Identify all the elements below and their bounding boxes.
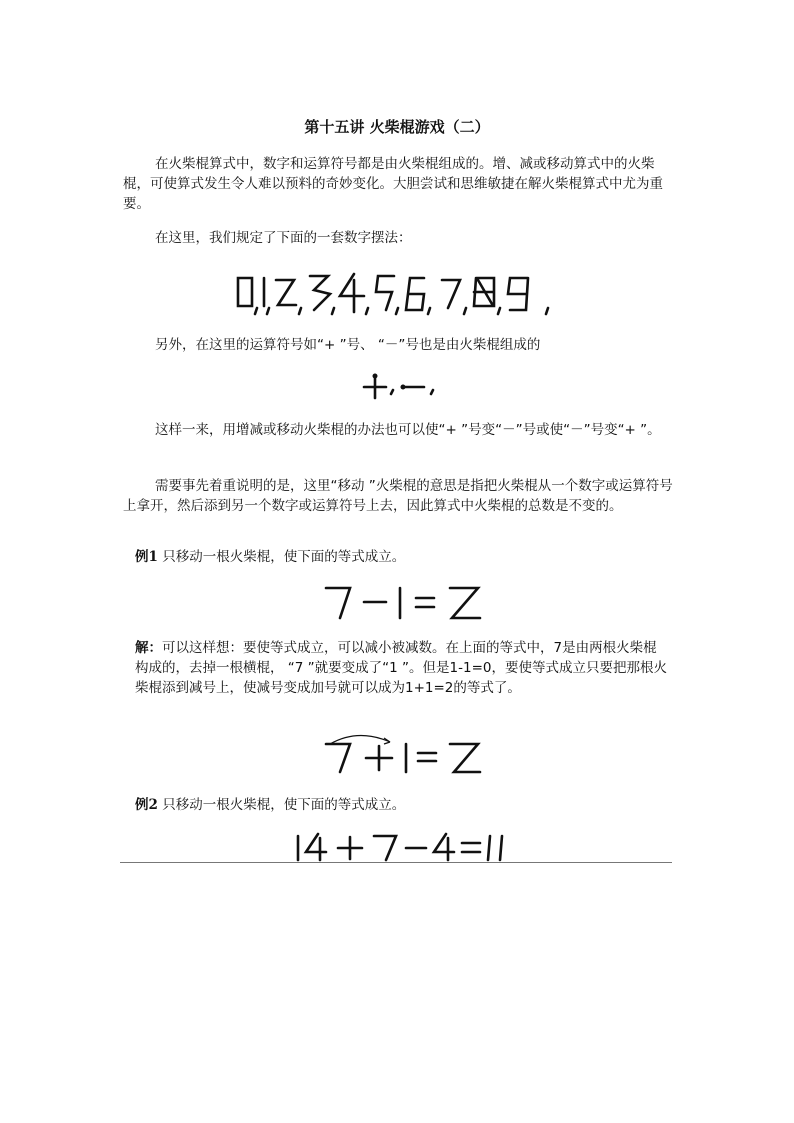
equals-sign bbox=[462, 843, 480, 852]
solution-1-text: 可以这样想：要使等式成立，可以减小被减数。在上面的等式中，7是由两根火柴棍构成的，去掉一根横棍， “7 ”就要变成了“1 ”。但是1-1=0，要使等式成立只要把那根火柴棍添到减号上，使减号变成加号就可以成为1+1=2的等式了。 bbox=[135, 640, 667, 696]
equation-2-figure bbox=[290, 830, 520, 864]
comma-mark bbox=[366, 308, 368, 314]
plus-sign bbox=[366, 746, 392, 770]
digit-5 bbox=[376, 276, 394, 310]
example-1-label: 例1 bbox=[135, 549, 158, 565]
move-note-text: 需要事先着重说明的是，这里“移动 ”火柴棍的意思是指把火柴棍从一个数字或运算符号上拿开，然后添到另一个数字或运算符号上去，因此算式中火柴棍的总数是不变的。 bbox=[123, 478, 673, 514]
digit-1 bbox=[500, 836, 502, 860]
page-divider bbox=[120, 862, 672, 863]
digits-intro-paragraph bbox=[123, 228, 673, 248]
digit-9 bbox=[508, 278, 528, 310]
operators-intro-text: 另外，在这里的运算符号如“+ ”号、 “－”号也是由火柴棍组成的 bbox=[155, 337, 541, 353]
comma-mark bbox=[428, 308, 430, 314]
move-note-paragraph bbox=[123, 476, 673, 516]
example-1-text: 只移动一根火柴棍，使下面的等式成立。 bbox=[162, 549, 406, 565]
comma-mark bbox=[267, 308, 269, 314]
digit-3 bbox=[310, 276, 330, 310]
comma-mark bbox=[431, 390, 433, 394]
digit-7 bbox=[326, 588, 350, 618]
comma-mark bbox=[464, 308, 466, 314]
convert-paragraph bbox=[123, 420, 673, 440]
minus-sign bbox=[401, 385, 425, 390]
example-2 bbox=[135, 795, 405, 815]
digit-1 bbox=[488, 836, 490, 860]
digit-2 bbox=[450, 588, 480, 618]
plus-sign bbox=[338, 837, 362, 859]
digit-7 bbox=[326, 744, 350, 772]
comma-mark bbox=[255, 308, 257, 314]
equation-1-figure bbox=[318, 580, 488, 624]
digit-6 bbox=[406, 278, 424, 310]
digit-8 bbox=[474, 278, 494, 306]
intro-paragraph bbox=[123, 154, 673, 214]
comma-mark bbox=[332, 308, 334, 314]
page-title: 第十五讲 火柴棍游戏（二） bbox=[304, 118, 490, 136]
example-2-label: 例2 bbox=[135, 797, 158, 813]
digit-2 bbox=[450, 744, 480, 772]
solution-1-label: 解： bbox=[135, 640, 162, 656]
digit-4 bbox=[340, 274, 364, 312]
digit-4 bbox=[434, 834, 454, 860]
example-2-text: 只移动一根火柴棍，使下面的等式成立。 bbox=[162, 797, 406, 813]
comma-mark bbox=[396, 308, 398, 314]
convert-text: 这样一来，用增减或移动火柴棍的办法也可以使“+ ”号变“－”号或使“－”号变“+ ”。 bbox=[155, 422, 661, 438]
digit-0 bbox=[238, 278, 252, 306]
equals-sign bbox=[418, 753, 436, 761]
operators-intro-paragraph bbox=[123, 335, 673, 355]
comma-mark bbox=[299, 308, 301, 314]
example-1 bbox=[135, 547, 405, 567]
digit-2 bbox=[276, 280, 296, 305]
equation-1-solution-figure bbox=[318, 728, 488, 778]
comma-mark bbox=[546, 308, 548, 314]
equals-sign bbox=[416, 598, 434, 607]
matchstick-operators-figure bbox=[360, 372, 440, 402]
digit-4 bbox=[306, 834, 326, 860]
digit-7 bbox=[374, 836, 396, 860]
digit-7 bbox=[442, 280, 460, 308]
solution-1 bbox=[135, 638, 670, 698]
intro-text: 在火柴棍算式中，数字和运算符号都是由火柴棍组成的。增、减或移动算式中的火柴棍，可使算式发生令人难以预料的奇妙变化。大胆尝试和思维敏捷在解火柴棍算式中尤为重要。 bbox=[123, 156, 663, 212]
plus-sign bbox=[364, 374, 386, 399]
matchstick-digits-figure bbox=[230, 268, 570, 320]
digits-intro-text: 在这里，我们规定了下面的一套数字摆法： bbox=[155, 230, 412, 246]
comma-mark bbox=[391, 390, 393, 394]
comma-mark bbox=[498, 308, 500, 314]
